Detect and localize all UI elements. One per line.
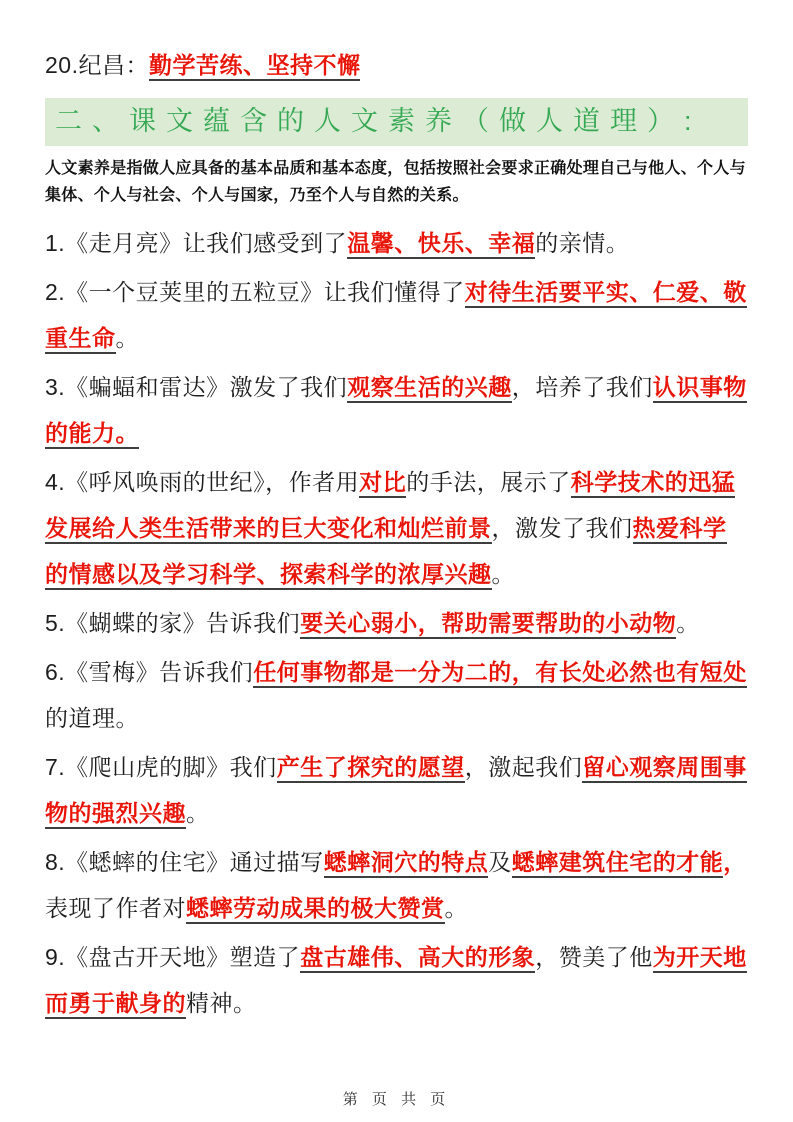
highlighted-text: 蟋蟀劳动成果的极大赞赏 [186, 895, 445, 924]
highlighted-text: 科学技术的迅猛发展给人类生活带来的巨大变化和灿烂前景 [45, 469, 735, 544]
section-header-banner [45, 98, 748, 146]
body-text: 的手法，展示了 [406, 469, 571, 495]
body-text: 。 [444, 895, 468, 921]
body-text: 。 [115, 325, 139, 351]
list-item [45, 839, 748, 931]
highlighted-text: 要关心弱小，帮助需要帮助的小动物 [300, 610, 676, 639]
list-item [45, 744, 748, 836]
body-text: 5.《蝴蝶的家》告诉我们 [45, 610, 301, 636]
highlighted-text: 蟋蟀建筑住宅的才能 [512, 849, 724, 878]
body-text: ，赞美了他 [535, 944, 653, 970]
highlighted-text: 认识事物的能力。 [45, 374, 747, 449]
highlighted-text: 蟋蟀洞穴的特点 [324, 849, 489, 878]
highlighted-text: 温馨、快乐、幸福 [347, 230, 535, 259]
body-text: 精神。 [186, 990, 257, 1016]
body-text: 20.纪昌： [45, 52, 149, 78]
body-text: ，培养了我们 [511, 374, 653, 400]
body-text: 。 [676, 610, 700, 636]
highlighted-text: 盘古雄伟、高大的形象 [300, 944, 535, 973]
body-text: 7.《爬山虎的脚》我们 [45, 754, 277, 780]
list-item [45, 600, 748, 646]
body-text: 6.《雪梅》告诉我们 [45, 659, 254, 685]
body-text: 表现了作者对 [45, 895, 186, 921]
highlighted-text: 留心观察周围事物的强烈兴趣 [45, 754, 747, 829]
highlighted-text: 为开天地而勇于献身的 [45, 944, 747, 1019]
body-text: 的亲情。 [535, 230, 630, 256]
body-text: 。 [491, 561, 515, 587]
highlighted-text: 产生了探究的愿望 [277, 754, 465, 783]
highlighted-text: 对待生活要平实、仁爱、敬重生命 [45, 279, 747, 354]
section-header-title: 二、课文蕴含的人文素养（做人道理）: [55, 106, 702, 136]
highlighted-text: ， [723, 849, 747, 875]
body-text: 的道理。 [45, 705, 139, 731]
list-item [45, 220, 748, 266]
highlighted-text: 观察生活的兴趣 [347, 374, 512, 403]
list-item [45, 934, 748, 1026]
highlighted-text: 对比 [359, 469, 406, 498]
list-item [45, 364, 748, 456]
body-text: 及 [488, 849, 512, 875]
list-item [45, 649, 748, 741]
body-text: 1.《走月亮》让我们感受到了 [45, 230, 348, 256]
body-text: 4.《呼风唤雨的世纪》，作者用 [45, 469, 360, 495]
body-text: 2.《一个豆荚里的五粒豆》让我们懂得了 [45, 279, 465, 305]
lessons-list [45, 220, 748, 1026]
body-text: ，激发了我们 [491, 515, 633, 541]
highlighted-text: 勤学苦练、坚持不懈 [149, 52, 361, 81]
body-text: 。 [186, 800, 210, 826]
body-text: 8.《蟋蟀的住宅》通过描写 [45, 849, 324, 875]
body-text: ，激起我们 [464, 754, 583, 780]
highlighted-text: 任何事物都是一分为二的，有长处必然也有短处 [253, 659, 747, 688]
body-text: 3.《蝙蝠和雷达》激发了我们 [45, 374, 348, 400]
highlighted-text: 热爱科学的情感以及学习科学、探索科学的浓厚兴趣 [45, 515, 727, 590]
list-item [45, 269, 748, 361]
page-footer: 第 页 共 页 [342, 1091, 451, 1108]
body-text: 9.《盘古开天地》塑造了 [45, 944, 301, 970]
list-item [45, 459, 748, 597]
section-intro: 人文素养是指做人应具备的基本品质和基本态度，包括按照社会要求正确处理自己与他人、个人与集体、个人与社会、个人与国家，乃至个人与自然的关系。 [45, 160, 746, 204]
fact-line-20 [45, 42, 748, 88]
